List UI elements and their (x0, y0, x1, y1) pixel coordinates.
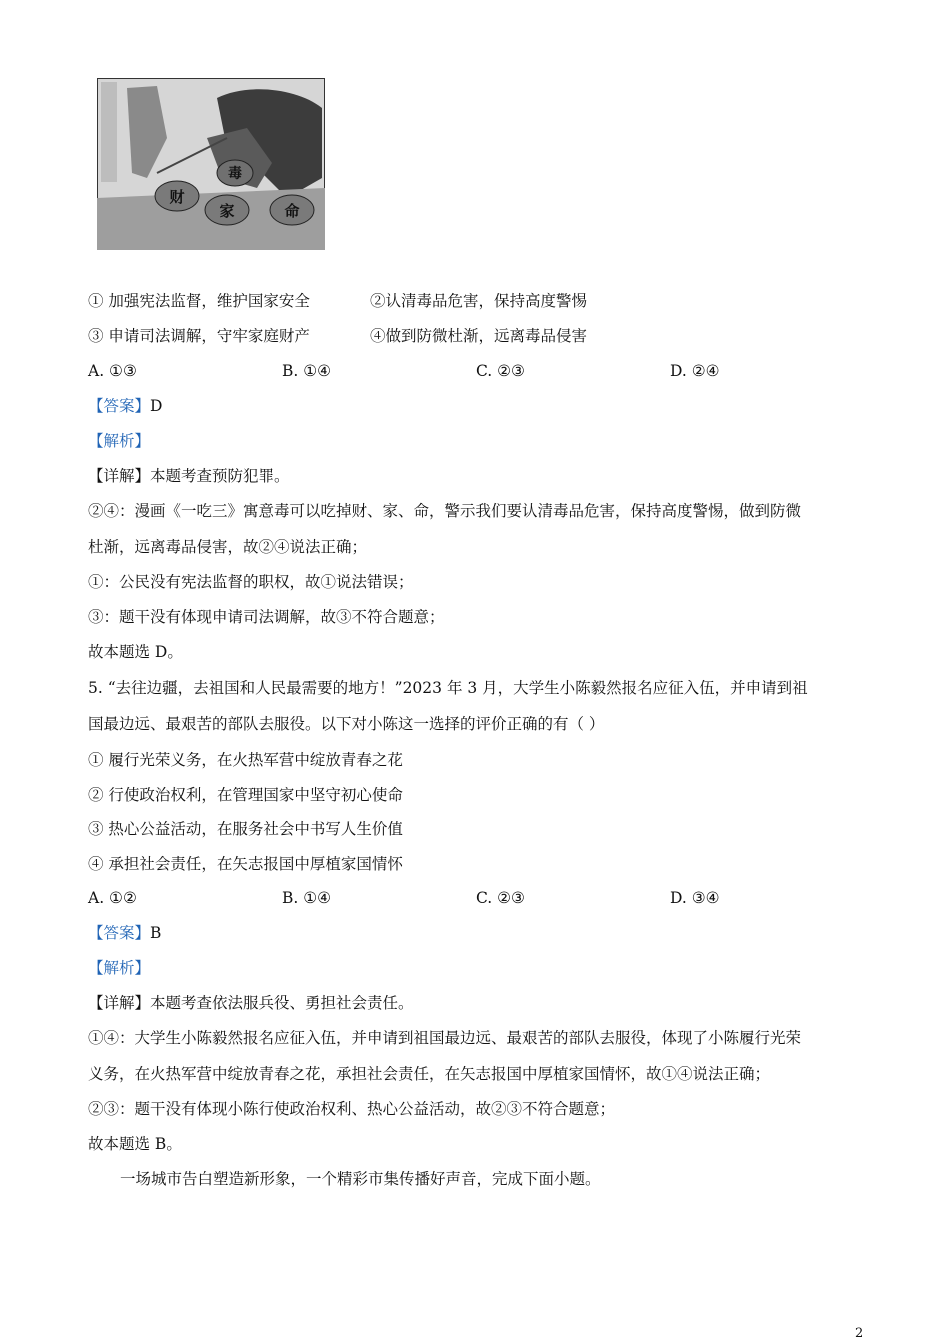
statement-1: ① 履行光荣义务，在火热军营中绽放青春之花 (88, 751, 403, 769)
answer-value: D (150, 397, 163, 415)
option-c: C. ②③ (476, 889, 525, 907)
explanation-line: 故本题选 B。 (88, 1135, 182, 1153)
answer-line (88, 923, 161, 943)
answer-tag: 【答案】 (88, 924, 151, 942)
detail-text: 本题考查依法服兵役、勇担社会责任。 (150, 994, 414, 1012)
option-d: D. ③④ (670, 889, 720, 907)
detail-text: 本题考查预防犯罪。 (150, 467, 290, 485)
detail-tag: 【详解】 (88, 994, 151, 1012)
cartoon-piece-label: 命 (284, 202, 300, 220)
statement-3: ③ 热心公益活动，在服务社会中书写人生价值 (88, 820, 403, 838)
answer-line (88, 396, 162, 416)
page-number: 2 (855, 1326, 864, 1341)
analysis-tag: 【解析】 (88, 432, 151, 450)
explanation-line: ①④：大学生小陈毅然报名应征入伍，并申请到祖国最边远、最艰苦的部队去服役，体现了小陈履行光荣 (88, 1029, 802, 1047)
statement-2: ② 行使政治权利，在管理国家中坚守初心使命 (88, 786, 403, 804)
explanation-line: ②③：题干没有体现小陈行使政治权利、热心公益活动，故②③不符合题意； (88, 1100, 616, 1118)
explanation-line: ③：题干没有体现申请司法调解，故③不符合题意； (88, 608, 445, 626)
statement-4: ④做到防微杜渐，远离毒品侵害 (370, 327, 588, 345)
option-a: A. ①③ (88, 362, 137, 380)
question-stem: 5. “去往边疆，去祖国和人民最需要的地方！”2023 年 3 月，大学生小陈毅然报名应征入伍，并申请到祖 (88, 679, 808, 697)
section-intro: 一场城市告白塑造新形象，一个精彩市集传播好声音，完成下面小题。 (120, 1170, 601, 1188)
cartoon-piece-label: 财 (169, 188, 185, 206)
statement-2: ②认清毒品危害，保持高度警惕 (370, 292, 588, 310)
detail-line (88, 466, 290, 486)
statement-1: ① 加强宪法监督，维护国家安全 (88, 292, 310, 310)
statement-3: ③ 申请司法调解，守牢家庭财产 (88, 327, 310, 345)
question-stem: 国最边远、最艰苦的部队去服役。以下对小陈这一选择的评价正确的有（ ） (88, 715, 605, 733)
cartoon-stamp-label: 毒 (228, 166, 242, 182)
explanation-line: 义务，在火热军营中绽放青春之花，承担社会责任，在矢志报国中厚植家国情怀，故①④说法正确； (88, 1065, 771, 1083)
answer-tag: 【答案】 (88, 397, 151, 415)
option-b: B. ①④ (282, 889, 332, 907)
analysis-tag: 【解析】 (88, 959, 151, 977)
option-b: B. ①④ (282, 362, 332, 380)
statement-4: ④ 承担社会责任，在矢志报国中厚植家国情怀 (88, 855, 403, 873)
option-c: C. ②③ (476, 362, 525, 380)
explanation-line: 故本题选 D。 (88, 643, 183, 661)
detail-line (88, 993, 414, 1013)
explanation-line: ②④：漫画《一吃三》寓意毒可以吃掉财、家、命，警示我们要认清毒品危害，保持高度警惕，做到防微 (88, 502, 802, 520)
cartoon-image (97, 78, 325, 250)
answer-value: B (150, 924, 162, 942)
option-a: A. ①② (88, 889, 137, 907)
cartoon-piece-label: 家 (219, 202, 235, 220)
explanation-line: 杜渐，远离毒品侵害，故②④说法正确； (88, 538, 368, 556)
explanation-line: ①：公民没有宪法监督的职权，故①说法错误； (88, 573, 414, 591)
detail-tag: 【详解】 (88, 467, 151, 485)
option-d: D. ②④ (670, 362, 720, 380)
